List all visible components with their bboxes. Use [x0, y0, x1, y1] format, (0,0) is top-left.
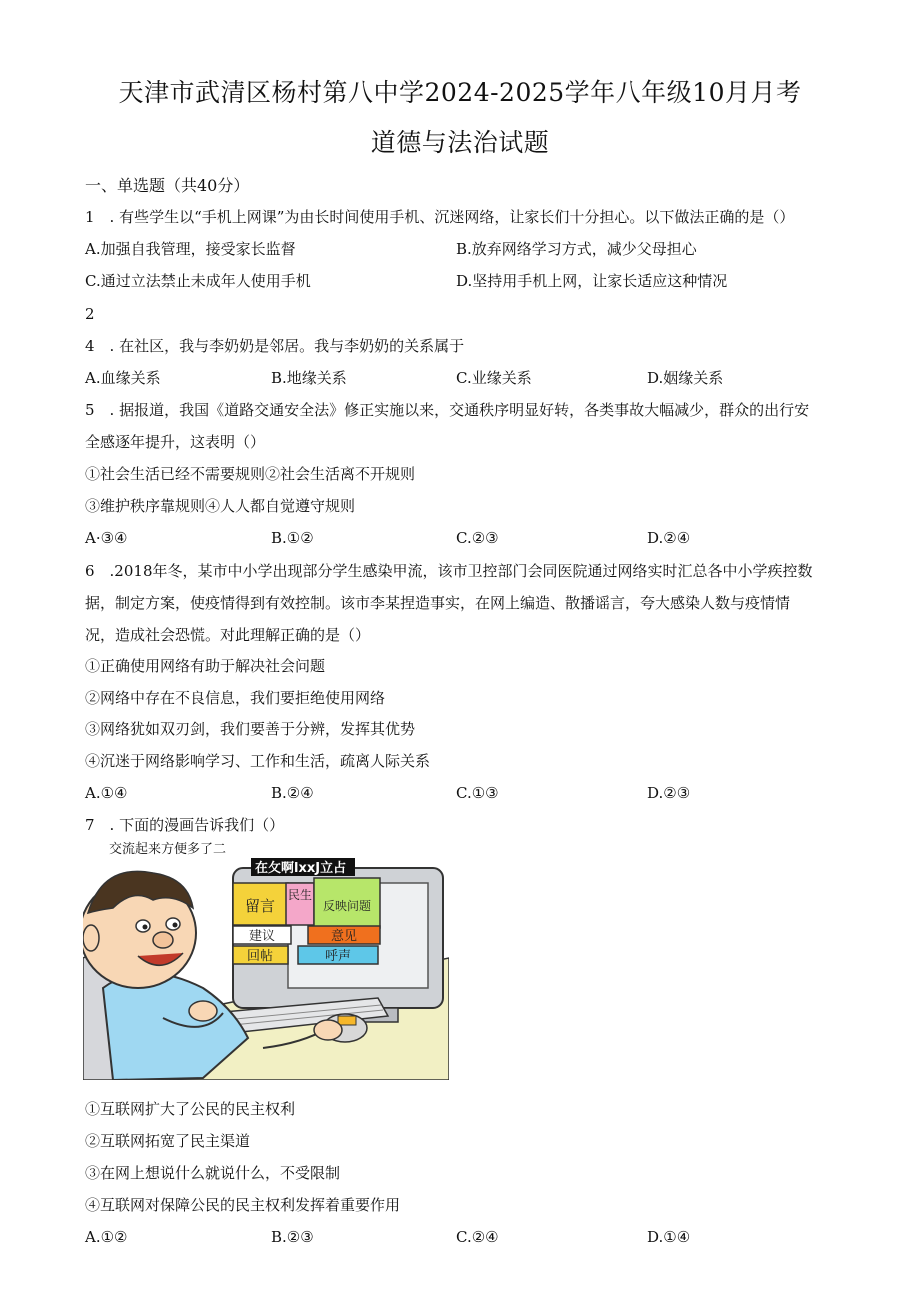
- question-5-stem-line-1: 5 . 据报道，我国《道路交通安全法》修正实施以来，交通秩序明显好转，各类事故大幅减少，群众的出行安: [85, 401, 810, 419]
- question-5-option-a: A·③④: [85, 529, 128, 547]
- question-1-option-b: B.放弃网络学习方式，减少父母担心: [456, 240, 697, 258]
- question-6-statement-2: ②网络中存在不良信息，我们要拒绝使用网络: [85, 689, 386, 707]
- question-6-option-b: B.②④: [271, 784, 314, 802]
- comic-illustration: [83, 838, 449, 1080]
- question-7-statement-1: ①互联网扩大了公民的民主权利: [85, 1100, 296, 1118]
- question-7-option-a: A.①②: [85, 1228, 128, 1246]
- question-5-option-d: D.②④: [647, 529, 691, 547]
- mouse-button: [338, 1016, 356, 1025]
- comic-caption-screen: 在攵啊lxxJ立占: [255, 861, 347, 876]
- tag-fanying-wenti: 反映问题: [322, 899, 372, 913]
- person-nose: [153, 932, 173, 948]
- question-4-option-b: B.地缘关系: [271, 369, 347, 387]
- person-ear: [83, 925, 99, 951]
- question-7-option-d: D.①④: [647, 1228, 691, 1246]
- section-heading: 一、单选题（共40分）: [85, 176, 250, 195]
- question-6-option-d: D.②③: [647, 784, 691, 802]
- question-6-statement-4: ④沉迷于网络影响学习、工作和生活，疏离人际关系: [85, 752, 431, 770]
- question-7-statement-3: ③在网上想说什么就说什么，不受限制: [85, 1164, 341, 1182]
- question-7-stem: 7 . 下面的漫画告诉我们（）: [85, 816, 285, 834]
- exam-subtitle: 道德与法治试题: [370, 128, 550, 157]
- question-5-statements-2: ③维护秩序靠规则④人人都自觉遵守规则: [85, 497, 356, 515]
- question-6-statement-3: ③网络犹如双刃剑，我们要善于分辨，发挥其优势: [85, 720, 416, 738]
- question-6-stem-line-1: 6 .2018年冬，某市中小学出现部分学生感染甲流，该市卫控部门会同医院通过网络实时汇总各中小学疾控数: [85, 562, 813, 580]
- question-6-stem-line-2: 据，制定方案，使疫情得到有效控制。该市李某捏造事实，在网上编造、散播谣言，夸大感染人数与疫情情: [85, 594, 791, 612]
- question-6-stem-line-3: 况，造成社会恐慌。对此理解正确的是（）: [85, 626, 371, 644]
- question-1-option-d: D.坚持用手机上网，让家长适应这种情况: [456, 272, 728, 290]
- tag-liuyan: 留言: [244, 897, 276, 915]
- question-4-option-c: C.业缘关系: [456, 369, 532, 387]
- person-hand: [189, 1001, 217, 1021]
- question-7-statement-4: ④互联网对保障公民的民主权利发挥着重要作用: [85, 1196, 401, 1214]
- question-5-statements-1: ①社会生活已经不需要规则②社会生活离不开规则: [85, 465, 416, 483]
- question-7-option-b: B.②③: [271, 1228, 314, 1246]
- question-4-option-a: A.血缘关系: [85, 369, 161, 387]
- tag-minsheng: 民生: [287, 888, 313, 902]
- question-4-stem: 4 . 在社区，我与李奶奶是邻居。我与李奶奶的关系属于: [85, 337, 465, 355]
- question-1-option-c: C.通过立法禁止未成年人使用手机: [85, 272, 311, 290]
- tag-huitie: 回帖: [246, 949, 274, 964]
- question-5-option-b: B.①②: [271, 529, 314, 547]
- exam-title: 天津市武清区杨村第八中学2024-2025学年八年级10月月考: [118, 78, 802, 107]
- question-6-statement-1: ①正确使用网络有助于解决社会问题: [85, 657, 326, 675]
- question-6-option-c: C.①③: [456, 784, 499, 802]
- tag-yijian: 意见: [330, 929, 358, 944]
- question-5-option-c: C.②③: [456, 529, 499, 547]
- tag-jianyi: 建议: [248, 929, 276, 944]
- question-2-number: 2: [85, 305, 95, 323]
- comic-caption-top: 交流起来方便多了二: [109, 842, 227, 857]
- comic-tags: [233, 878, 380, 964]
- question-5-stem-line-2: 全感逐年提升，这表明（）: [85, 433, 266, 451]
- tag-husheng: 呼声: [324, 949, 352, 964]
- question-7-option-c: C.②④: [456, 1228, 499, 1246]
- question-4-option-d: D.姻缘关系: [647, 369, 724, 387]
- question-6-option-a: A.①④: [85, 784, 128, 802]
- question-1-option-a: A.加强自我管理，接受家长监督: [85, 240, 296, 258]
- question-7-statement-2: ②互联网拓宽了民主渠道: [85, 1132, 251, 1150]
- question-1-stem: 1 . 有些学生以“手机上网课”为由长时间使用手机、沉迷网络，让家长们十分担心。以下做法正确的是（）: [85, 208, 795, 226]
- person-hand-right: [314, 1020, 342, 1040]
